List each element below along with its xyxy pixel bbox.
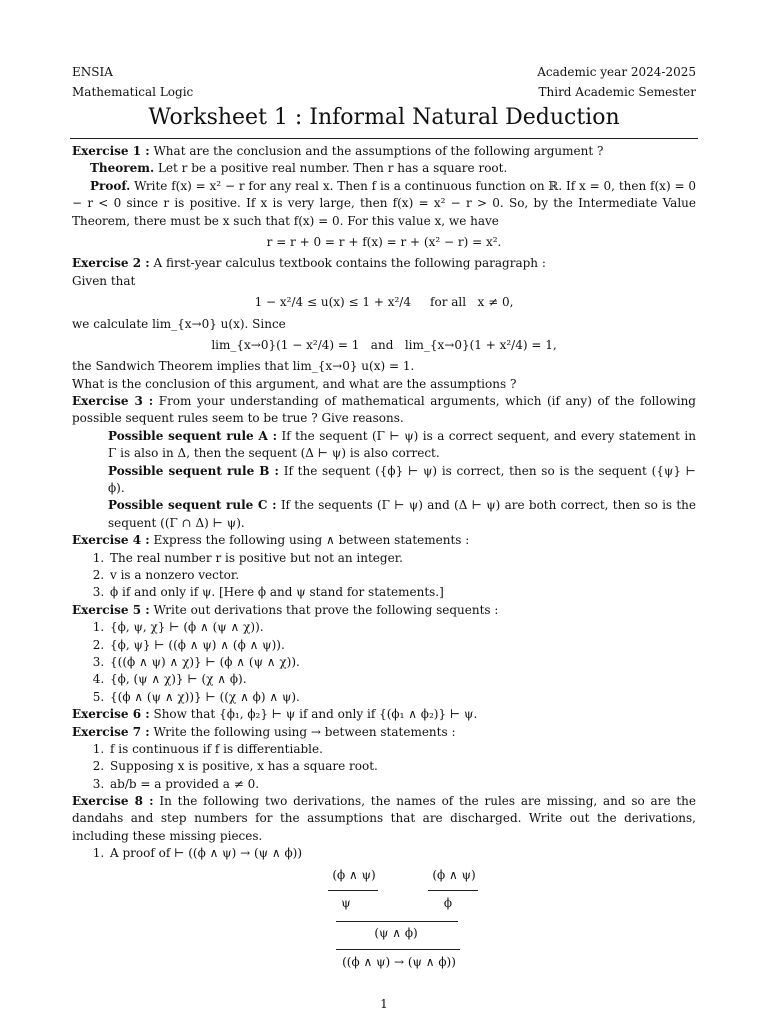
exercise-8 (72, 793, 696, 979)
list-item: 5. {(ϕ ∧ (ψ ∧ χ))} ⊢ ((χ ∧ ϕ) ∧ ψ). (108, 689, 696, 706)
list-item: 2. Supposing x is positive, x has a square root. (108, 758, 696, 775)
exercise-2-sandwich: the Sandwich Theorem implies that lim_{x→0} u(x) = 1. (72, 359, 415, 374)
exercise-3-label: Exercise 3 : (72, 394, 154, 409)
tree-right-assumption: (ϕ ∧ ψ) (432, 867, 476, 882)
theorem-label: Theorem. (90, 161, 155, 176)
list-item: 3. ab/b = a provided a ≠ 0. (108, 776, 696, 793)
sequent-rule-a: Possible sequent rule A : If the sequent (Γ ⊢ ψ) is a correct sequent, and every statement in Γ is also in Δ, then the sequent (Δ ⊢ ψ) is also correct. (108, 428, 696, 461)
list-item: 3. ϕ if and only if ψ. [Here ϕ and ψ stand for statements.] (108, 584, 696, 601)
list-item: 2. {ϕ, ψ} ⊢ ((ϕ ∧ ψ) ∧ (ϕ ∧ ψ)). (108, 637, 696, 654)
exercise-1-text: What are the conclusion and the assumptions of the following argument ? (149, 144, 604, 158)
page-number: 1 (380, 997, 388, 1011)
exercise-4-label: Exercise 4 : (72, 533, 150, 548)
proof-label: Proof. (90, 178, 131, 193)
exercise-8-list (72, 845, 696, 862)
tree-right-inference-line (428, 890, 478, 891)
header-semester: Third Academic Semester (538, 85, 696, 99)
exercise-7 (72, 724, 696, 794)
exercise-6-text: Show that {ϕ₁, ϕ₂} ⊢ ψ if and only if {(ϕ₁ ∧ ϕ₂)} ⊢ ψ. (149, 707, 478, 722)
exercise-1-equation: r = r + 0 = r + f(x) = r + (x² − r) = x². (266, 234, 502, 249)
sequent-rule-c: Possible sequent rule C : If the sequents (Γ ⊢ ψ) and (Δ ⊢ ψ) are both correct, then so is the sequent ((Γ ∩ Δ) ⊢ ψ). (108, 498, 697, 530)
exercise-7-list (72, 741, 696, 793)
tree-final-conclusion: ((ϕ ∧ ψ) → (ψ ∧ ϕ)) (342, 954, 456, 969)
exercise-2-calc: we calculate lim_{x→0} u(x). Since (72, 316, 286, 331)
exercise-1-label: Exercise 1 : (72, 144, 150, 158)
header-course: Mathematical Logic (72, 85, 194, 99)
title-rule (70, 138, 698, 139)
list-item: 2. v is a nonzero vector. (108, 567, 696, 584)
exercise-5-text: Write out derivations that prove the following sequents : (149, 602, 499, 617)
derivation-tree (0, 863, 768, 979)
worksheet-body (72, 143, 696, 979)
theorem-text: Let r be a positive real number. Then r has a square root. (154, 161, 508, 176)
sequent-rule-b: Possible sequent rule B : If the sequent ({ϕ} ⊢ ψ) is correct, then so is the sequent ({ψ} ⊢ ϕ). (108, 463, 697, 496)
list-item: 1. The real number r is positive but not an integer. (108, 550, 696, 567)
exercise-3 (72, 393, 696, 532)
tree-left-conclusion: ψ (341, 895, 351, 910)
tree-middle-inference-line (336, 921, 458, 922)
exercise-7-label: Exercise 7 : (72, 724, 150, 739)
page-title: Worksheet 1 : Informal Natural Deduction (148, 105, 620, 130)
header-academic-year: Academic year 2024-2025 (537, 65, 696, 79)
list-item: 1. f is continuous if f is differentiable. (108, 741, 696, 758)
list-item: 1. {ϕ, ψ, χ} ⊢ (ϕ ∧ (ψ ∧ χ)). (108, 619, 696, 636)
tree-right-conclusion: ϕ (443, 895, 453, 910)
exercise-2-inequality: 1 − x²/4 ≤ u(x) ≤ 1 + x²/4 for all x ≠ 0, (254, 295, 514, 310)
exercise-4 (72, 532, 696, 602)
exercise-5-list (72, 619, 696, 706)
exercise-2 (72, 255, 696, 393)
exercise-1 (72, 143, 696, 251)
page-header (72, 62, 696, 102)
header-institution: ENSIA (72, 65, 113, 79)
exercise-2-given: Given that (72, 273, 136, 288)
list-item: 3. {((ϕ ∧ ψ) ∧ χ)} ⊢ (ϕ ∧ (ψ ∧ χ)). (108, 654, 696, 671)
exercise-3-text: From your understanding of mathematical arguments, which (if any) of the following possible sequent rules seem to be true ? Give reasons. (72, 394, 696, 426)
list-item: 4. {ϕ, (ψ ∧ χ)} ⊢ (χ ∧ ϕ). (108, 671, 696, 688)
exercise-7-text: Write the following using → between statements : (149, 724, 456, 739)
exercise-5 (72, 602, 696, 706)
tree-left-assumption: (ϕ ∧ ψ) (332, 867, 376, 882)
exercise-6 (72, 706, 696, 723)
proof-text: Write f(x) = x² − r for any real x. Then f is a continuous function on ℝ. If x = 0, then f(x) = 0 − r < 0 since r is positive. If x is very large, then f(x) = x² − r > 0. So, by the Intermediate Value Theorem, there must be x such that f(x) = 0. For this value x, we have (72, 178, 696, 228)
list-item: 1. A proof of ⊢ ((ϕ ∧ ψ) → (ψ ∧ ϕ)) (108, 845, 696, 862)
exercise-2-question: What is the conclusion of this argument, and what are the assumptions ? (72, 376, 517, 391)
exercise-4-list (72, 550, 696, 602)
exercise-2-limits: lim_{x→0}(1 − x²/4) = 1 and lim_{x→0}(1 + x²/4) = 1, (211, 337, 557, 352)
exercise-6-label: Exercise 6 : (72, 707, 150, 722)
exercise-4-text: Express the following using ∧ between statements : (149, 533, 470, 548)
exercise-8-label: Exercise 8 : (72, 794, 154, 809)
tree-bottom-inference-line (336, 949, 460, 950)
tree-left-inference-line (328, 890, 378, 891)
exercise-2-text: A first-year calculus textbook contains the following paragraph : (149, 256, 546, 271)
exercise-8-text: In the following two derivations, the names of the rules are missing, and so are the dandahs and step numbers for the assumptions that are discharged. Write out the derivations, including these missing pieces. (72, 794, 697, 843)
exercise-5-label: Exercise 5 : (72, 602, 150, 617)
exercise-2-label: Exercise 2 : (72, 256, 150, 271)
tree-middle-conclusion: (ψ ∧ ϕ) (374, 925, 418, 940)
